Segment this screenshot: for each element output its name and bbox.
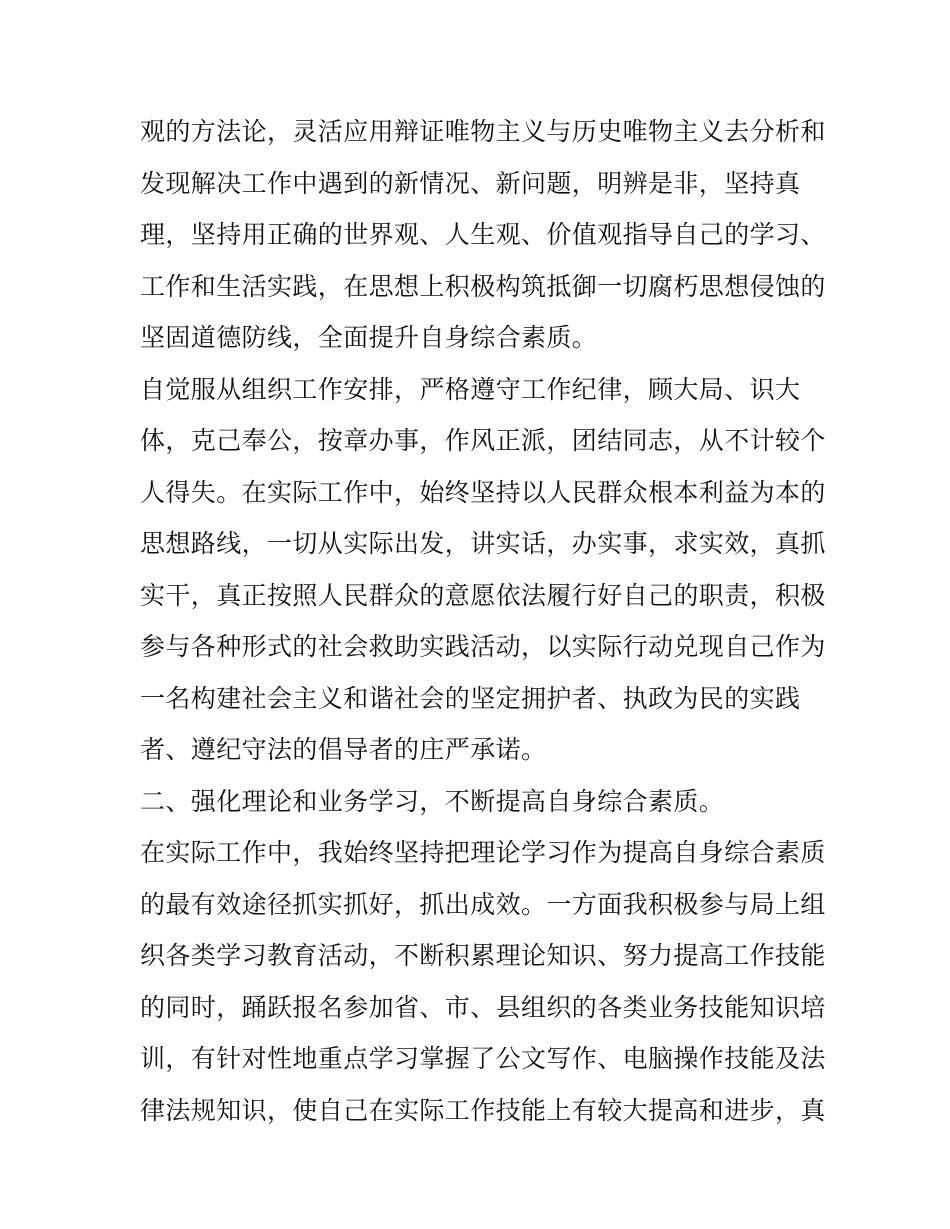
- text-line: 一名构建社会主义和谐社会的坚定拥护者、执政为民的实践: [140, 683, 801, 713]
- text-line: 体，克己奉公，按章办事，作风正派，团结同志，从不计较个: [140, 426, 826, 455]
- text-line: 工作和生活实践，在思想上积极构筑抵御一切腐朽思想侵蚀的: [140, 271, 826, 301]
- text-line: 理，坚持用正确的世界观、人生观、价值观指导自己的学习、: [140, 220, 826, 249]
- text-line: 参与各种形式的社会救助实践活动，以实际行动兑现自己作为: [140, 632, 826, 661]
- text-line: 的最有效途径抓实抓好，抓出成效。一方面我积极参与局上组: [140, 889, 826, 919]
- text-line: 观的方法论，灵活应用辩证唯物主义与历史唯物主义去分析和: [140, 117, 826, 146]
- text-line: 人得失。在实际工作中，始终坚持以人民群众根本利益为本的: [140, 477, 826, 507]
- text-line: 自觉服从组织工作安排，严格遵守工作纪律，顾大局、识大: [140, 374, 801, 404]
- body-text: [140, 106, 830, 1136]
- text-line: 律法规知识，使自己在实际工作技能上有较大提高和进步，真: [140, 1095, 826, 1125]
- text-line: 训，有针对性地重点学习掌握了公文写作、电脑操作技能及法: [140, 1044, 826, 1073]
- section-heading: 二、强化理论和业务学习，不断提高自身综合素质。: [140, 786, 725, 816]
- text-line: 者、遵纪守法的倡导者的庄严承诺。: [140, 735, 547, 764]
- text-line: 实干，真正按照人民群众的意愿依法履行好自己的职责，积极: [140, 580, 826, 610]
- text-line: 在实际工作中，我始终坚持把理论学习作为提高自身综合素质: [140, 838, 826, 867]
- text-line: 的同时，踊跃报名参加省、市、县组织的各类业务技能知识培: [140, 992, 826, 1022]
- text-line: 发现解决工作中遇到的新情况、新问题，明辨是非，坚持真: [140, 168, 801, 198]
- text-line: 坚固道德防线，全面提升自身综合素质。: [140, 323, 598, 352]
- text-line: 思想路线，一切从实际出发，讲实话，办实事，求实效，真抓: [140, 529, 826, 558]
- text-line: 织各类学习教育活动，不断积累理论知识、努力提高工作技能: [140, 941, 826, 970]
